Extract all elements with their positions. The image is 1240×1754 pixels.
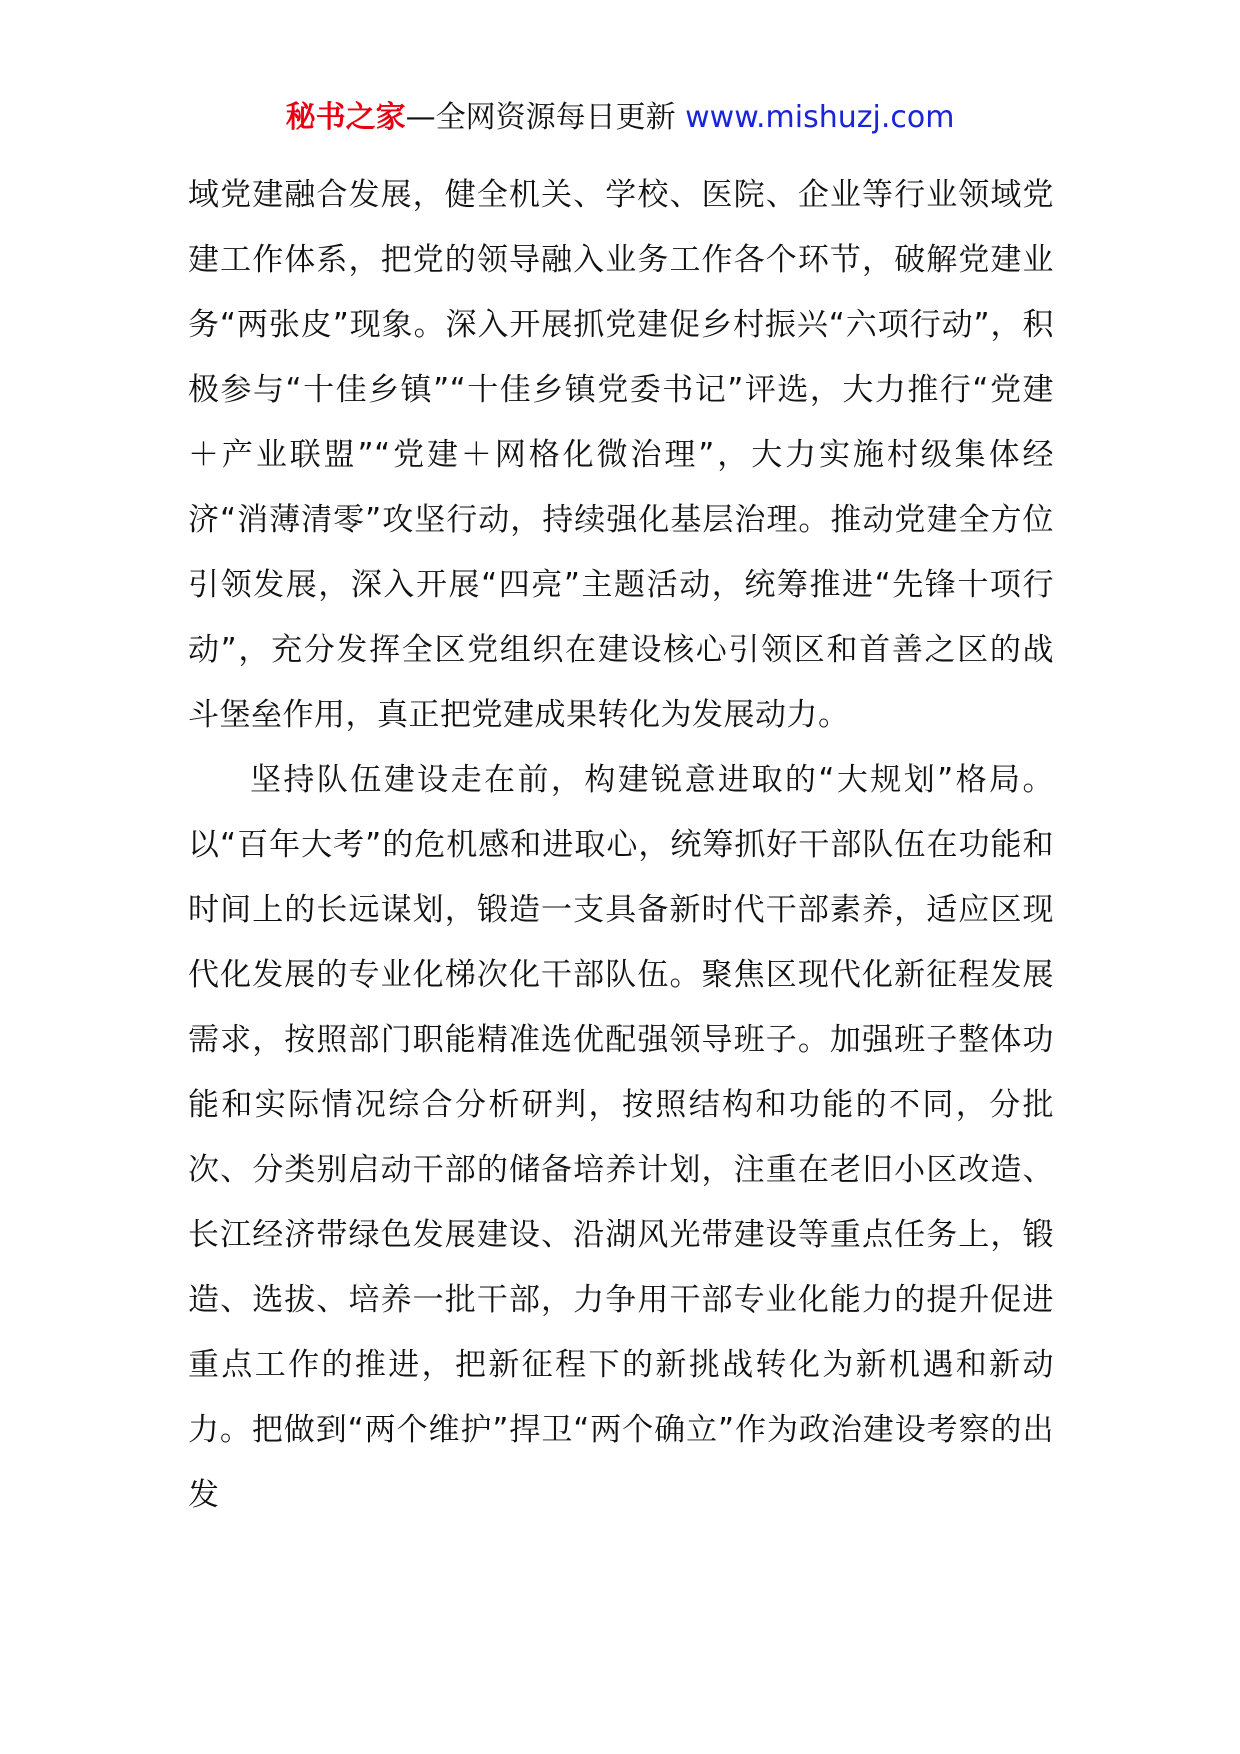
paragraph-team-building: 坚持队伍建设走在前，构建锐意进取的“大规划”格局。以“百年大考”的危机感和进取心，统筹抓好干部队伍在功能和时间上的长远谋划，锻造一支具备新时代干部素养，适应区现代化发展的专业化梯次化干部队伍。聚焦区现代化新征程发展需求，按照部门职能精准选优配强领导班子。加强班子整体功能和实际情况综合分析研判，按照结构和功能的不同，分批次、分类别启动干部的储备培养计划，注重在老旧小区改造、长江经济带绿色发展建设、沿湖风光带建设等重点任务上，锻造、选拔、培养一批干部，力争用干部专业化能力的提升促进重点工作的推进，把新征程下的新挑战转化为新机遇和新动力。把做到“两个维护”捍卫“两个确立”作为政治建设考察的出发: [188, 762, 1054, 1513]
page-header: [0, 98, 1240, 138]
brand-name: 秘书之家: [285, 100, 406, 135]
website-link[interactable]: www.mishuzj.com: [685, 100, 955, 135]
paragraph-continued: 域党建融合发展，健全机关、学校、医院、企业等行业领域党建工作体系，把党的领导融入业务工作各个环节，破解党建业务“两张皮”现象。深入开展抓党建促乡村振兴“六项行动”，积极参与“十佳乡镇”“十佳乡镇党委书记”评选，大力推行“党建＋产业联盟”“党建＋网格化微治理”，大力实施村级集体经济“消薄清零”攻坚行动，持续强化基层治理。推动党建全方位引领发展，深入开展“四亮”主题活动，统筹推进“先锋十项行动”，充分发挥全区党组织在建设核心引领区和首善之区的战斗堡垒作用，真正把党建成果转化为发展动力。: [188, 177, 1054, 733]
document-body: [188, 163, 1054, 1528]
header-tagline: —全网资源每日更新: [405, 100, 686, 135]
